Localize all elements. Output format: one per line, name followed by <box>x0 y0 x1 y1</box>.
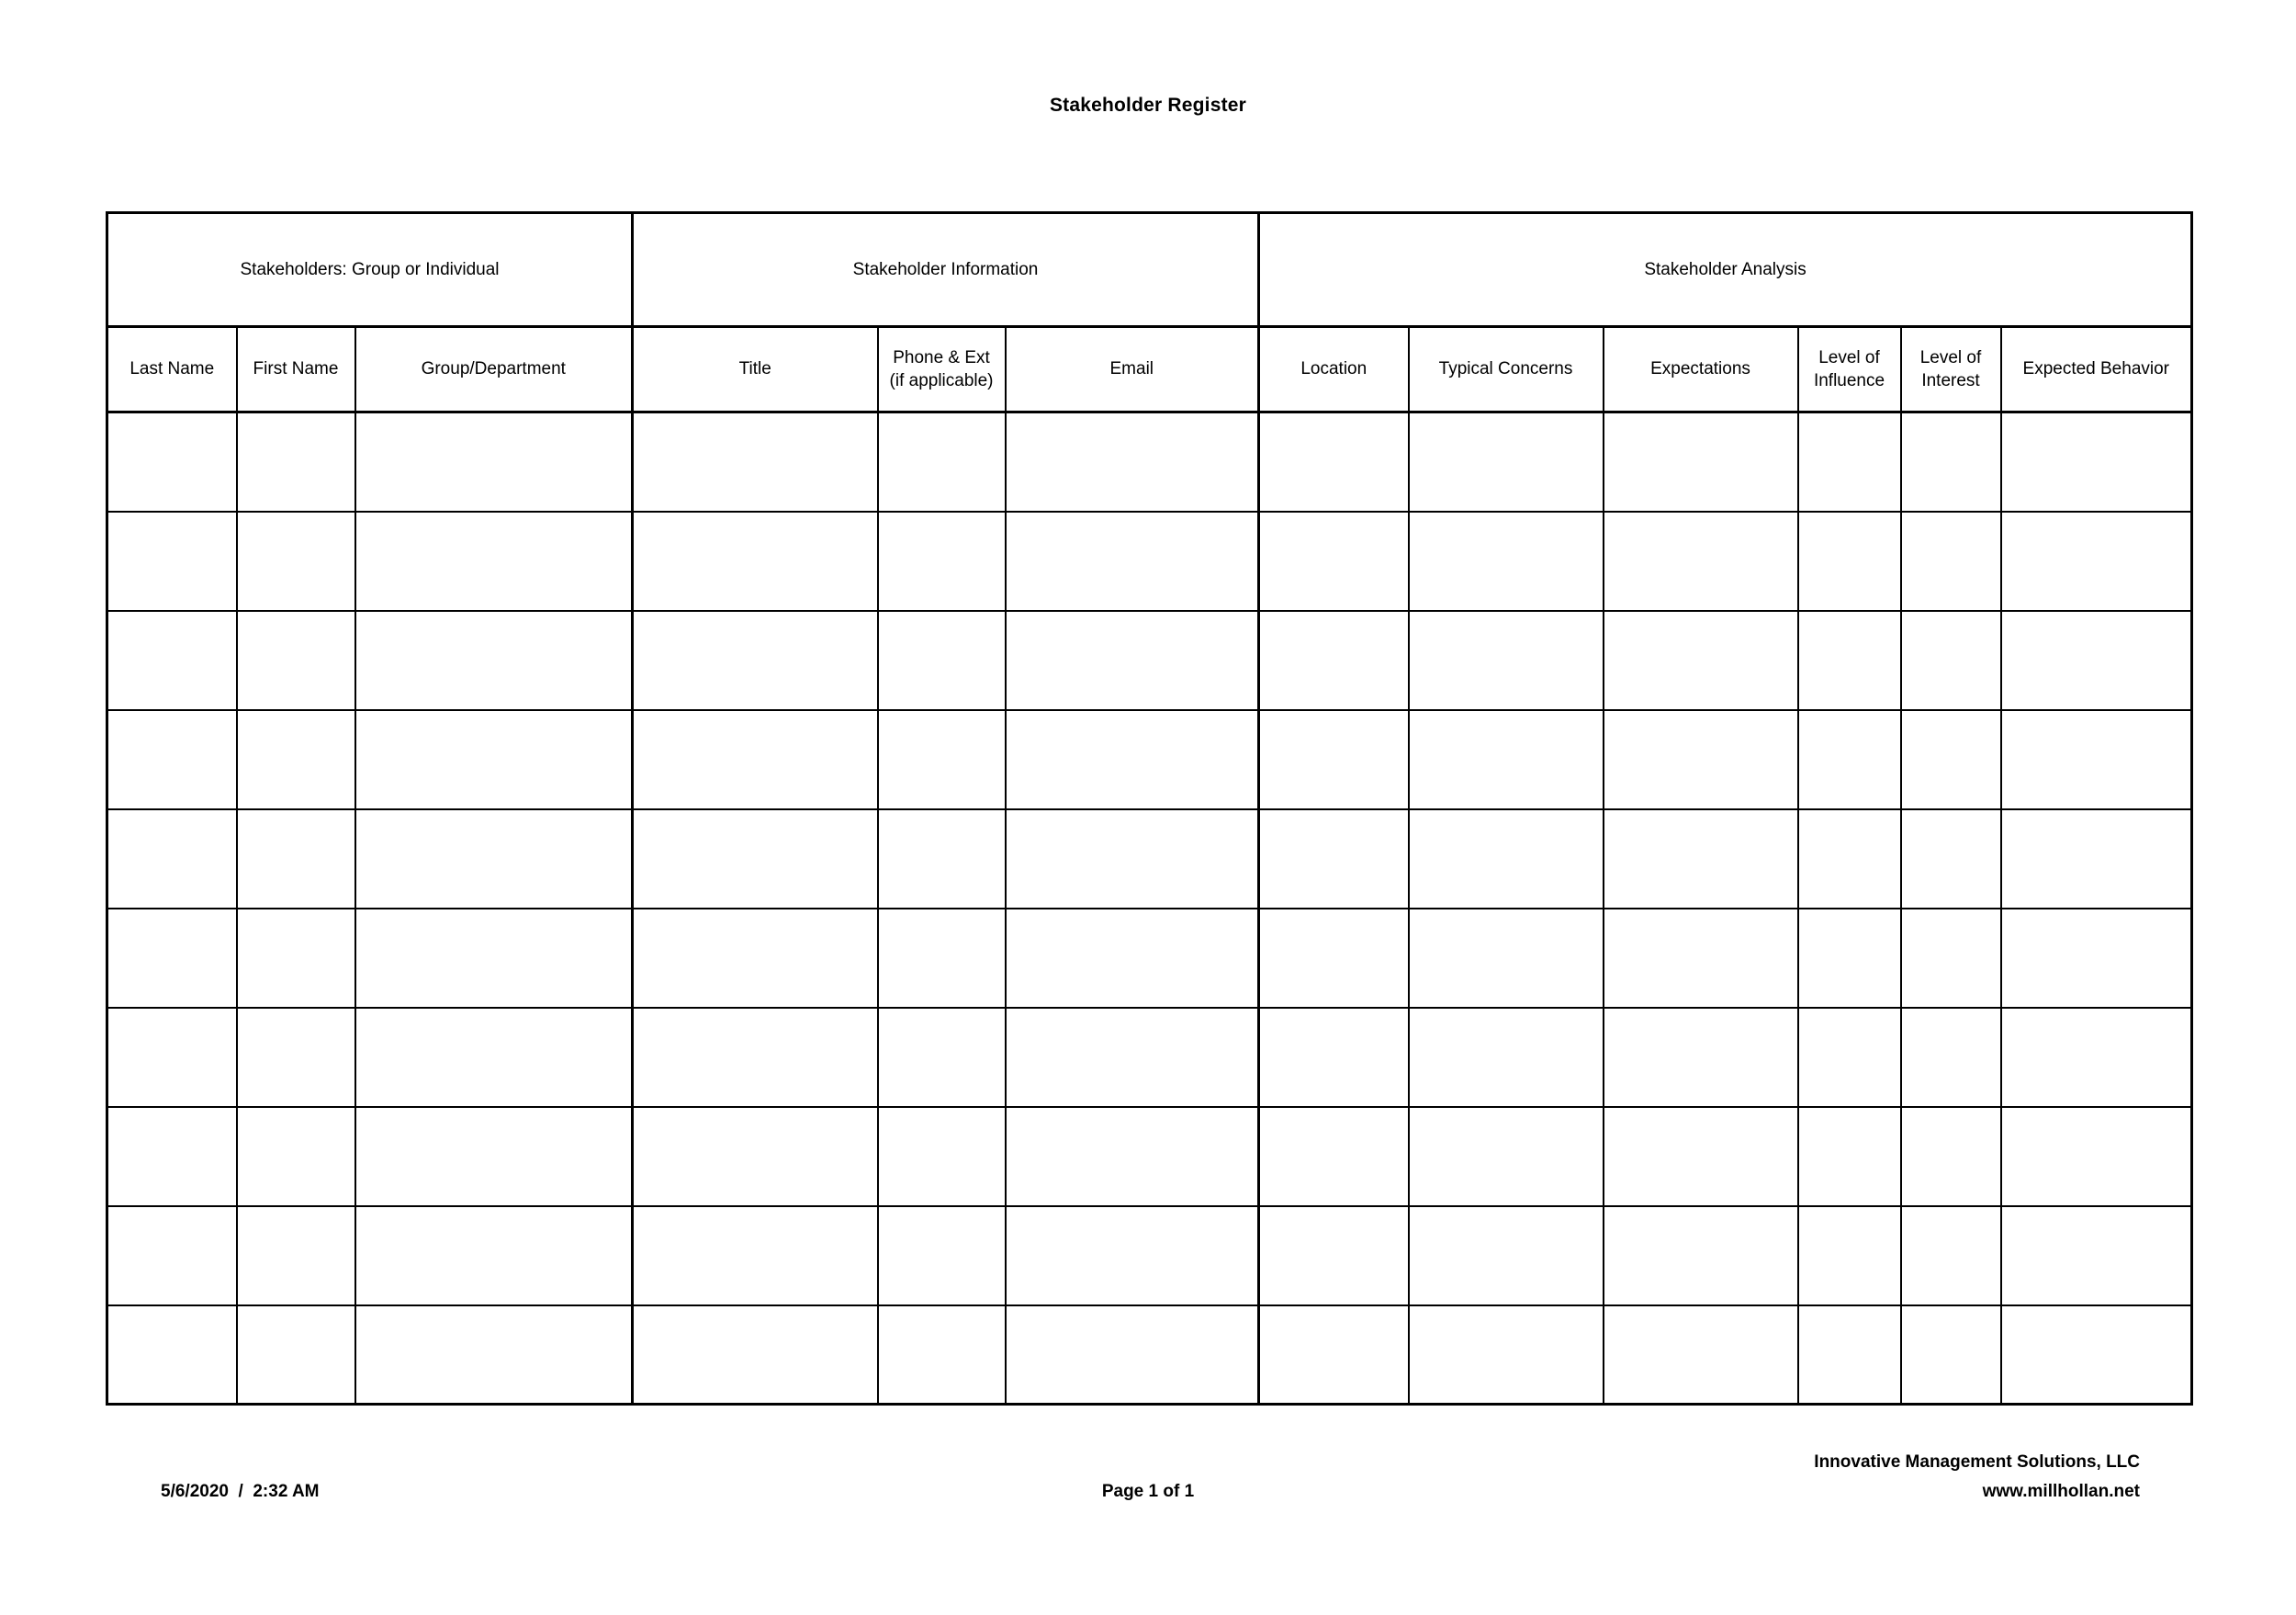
table-cell-empty <box>1006 809 1259 909</box>
table-cell-empty <box>355 512 633 611</box>
table-cell-empty <box>355 412 633 512</box>
table-cell-empty <box>633 1206 878 1305</box>
table-cell-empty <box>1259 611 1409 710</box>
table-cell-empty <box>2001 1305 2192 1405</box>
column-header-typical-concerns: Typical Concerns <box>1409 327 1604 412</box>
group-header-information: Stakeholder Information <box>633 213 1259 327</box>
table-cell-empty <box>107 1008 237 1107</box>
table-row <box>107 512 2192 611</box>
table-row <box>107 710 2192 809</box>
table-row <box>107 412 2192 512</box>
table-cell-empty <box>2001 1206 2192 1305</box>
table-cell-empty <box>633 1107 878 1206</box>
column-header-location: Location <box>1259 327 1409 412</box>
table-cell-empty <box>633 611 878 710</box>
table-cell-empty <box>1409 710 1604 809</box>
table-cell-empty <box>107 1206 237 1305</box>
table-row <box>107 611 2192 710</box>
table-cell-empty <box>237 412 355 512</box>
page-title: Stakeholder Register <box>1049 95 1247 116</box>
column-header-last-name: Last Name <box>107 327 237 412</box>
table-cell-empty <box>1901 1107 2001 1206</box>
column-header-expected-behavior: Expected Behavior <box>2001 327 2192 412</box>
table-cell-empty <box>1901 412 2001 512</box>
group-header-analysis: Stakeholder Analysis <box>1259 213 2192 327</box>
table-cell-empty <box>355 1107 633 1206</box>
table-cell-empty <box>1006 710 1259 809</box>
table-cell-empty <box>1006 1206 1259 1305</box>
column-header-first-name: First Name <box>237 327 355 412</box>
table-cell-empty <box>1604 1008 1798 1107</box>
table-cell-empty <box>1259 1305 1409 1405</box>
table-row <box>107 1305 2192 1405</box>
table-cell-empty <box>355 1008 633 1107</box>
table-cell-empty <box>878 710 1006 809</box>
table-cell-empty <box>1798 611 1901 710</box>
table-cell-empty <box>633 809 878 909</box>
table-cell-empty <box>1798 512 1901 611</box>
table-cell-empty <box>237 1305 355 1405</box>
column-header-group-department: Group/Department <box>355 327 633 412</box>
table-cell-empty <box>107 1305 237 1405</box>
table-cell-empty <box>237 809 355 909</box>
table-cell-empty <box>1798 1206 1901 1305</box>
table-cell-empty <box>237 1008 355 1107</box>
table-cell-empty <box>2001 909 2192 1008</box>
table-cell-empty <box>1259 512 1409 611</box>
table-cell-empty <box>1259 909 1409 1008</box>
table-cell-empty <box>878 412 1006 512</box>
table-cell-empty <box>878 611 1006 710</box>
table-cell-empty <box>1409 909 1604 1008</box>
table-cell-empty <box>1901 1008 2001 1107</box>
table-cell-empty <box>1901 909 2001 1008</box>
group-header-stakeholders: Stakeholders: Group or Individual <box>107 213 633 327</box>
table-cell-empty <box>237 1107 355 1206</box>
table-cell-empty <box>1604 1305 1798 1405</box>
table-cell-empty <box>2001 809 2192 909</box>
table-cell-empty <box>1409 1107 1604 1206</box>
table-cell-empty <box>1006 611 1259 710</box>
table-cell-empty <box>633 1305 878 1405</box>
column-header-phone: Phone & Ext (if applicable) <box>878 327 1006 412</box>
table-cell-empty <box>107 710 237 809</box>
table-cell-empty <box>107 512 237 611</box>
table-cell-empty <box>1259 1206 1409 1305</box>
table-cell-empty <box>1006 909 1259 1008</box>
table-cell-empty <box>1604 1107 1798 1206</box>
footer-website: www.millhollan.net <box>1982 1482 2140 1501</box>
table-cell-empty <box>2001 512 2192 611</box>
table-cell-empty <box>1798 710 1901 809</box>
table-cell-empty <box>1901 512 2001 611</box>
table-cell-empty <box>355 1305 633 1405</box>
table-cell-empty <box>1798 1305 1901 1405</box>
table-cell-empty <box>1259 710 1409 809</box>
table-cell-empty <box>107 1107 237 1206</box>
table-cell-empty <box>107 412 237 512</box>
table-cell-empty <box>1604 809 1798 909</box>
footer-datetime: 5/6/2020 / 2:32 AM <box>161 1482 320 1501</box>
stakeholder-register-table <box>106 211 2193 1406</box>
table-cell-empty <box>1409 809 1604 909</box>
table-cell-empty <box>2001 1008 2192 1107</box>
column-header-level-of-influence: Level of Influence <box>1798 327 1901 412</box>
table-cell-empty <box>633 512 878 611</box>
table-row <box>107 809 2192 909</box>
footer-company-name: Innovative Management Solutions, LLC <box>1814 1452 2140 1472</box>
table-cell-empty <box>1798 909 1901 1008</box>
table-cell-empty <box>878 1107 1006 1206</box>
table-cell-empty <box>355 710 633 809</box>
table-cell-empty <box>237 611 355 710</box>
table-cell-empty <box>1006 1305 1259 1405</box>
table-cell-empty <box>2001 412 2192 512</box>
table-cell-empty <box>633 710 878 809</box>
table-row <box>107 1008 2192 1107</box>
table-cell-empty <box>1604 909 1798 1008</box>
column-header-title: Title <box>633 327 878 412</box>
table-cell-empty <box>1604 1206 1798 1305</box>
table-cell-empty <box>878 1206 1006 1305</box>
table-row <box>107 1107 2192 1206</box>
table-cell-empty <box>1798 412 1901 512</box>
table-body <box>107 412 2192 1405</box>
table-cell-empty <box>1259 412 1409 512</box>
table-cell-empty <box>1798 1107 1901 1206</box>
table-cell-empty <box>1409 1305 1604 1405</box>
table-cell-empty <box>1409 1206 1604 1305</box>
table-row <box>107 909 2192 1008</box>
table-cell-empty <box>107 909 237 1008</box>
table-cell-empty <box>878 909 1006 1008</box>
group-header-row <box>107 213 2192 327</box>
table-cell-empty <box>633 909 878 1008</box>
table-cell-empty <box>107 611 237 710</box>
table-cell-empty <box>633 412 878 512</box>
table-cell-empty <box>2001 710 2192 809</box>
table-cell-empty <box>878 1008 1006 1107</box>
table-cell-empty <box>237 1206 355 1305</box>
table-cell-empty <box>1604 512 1798 611</box>
table-row <box>107 1206 2192 1305</box>
table-cell-empty <box>1901 1206 2001 1305</box>
table-cell-empty <box>355 611 633 710</box>
table-cell-empty <box>1901 809 2001 909</box>
table-cell-empty <box>107 809 237 909</box>
table-cell-empty <box>878 512 1006 611</box>
table-cell-empty <box>237 512 355 611</box>
table-cell-empty <box>2001 1107 2192 1206</box>
table-cell-empty <box>2001 611 2192 710</box>
table-cell-empty <box>1409 1008 1604 1107</box>
table-cell-empty <box>1409 611 1604 710</box>
table-cell-empty <box>237 909 355 1008</box>
table-cell-empty <box>1604 611 1798 710</box>
table-cell-empty <box>878 809 1006 909</box>
table-cell-empty <box>633 1008 878 1107</box>
table-cell-empty <box>237 710 355 809</box>
table-cell-empty <box>355 1206 633 1305</box>
table-cell-empty <box>1604 412 1798 512</box>
table-cell-empty <box>1006 412 1259 512</box>
table-cell-empty <box>1798 1008 1901 1107</box>
table-cell-empty <box>878 1305 1006 1405</box>
table-cell-empty <box>355 909 633 1008</box>
table-cell-empty <box>1006 512 1259 611</box>
table-cell-empty <box>1798 809 1901 909</box>
table-cell-empty <box>1901 611 2001 710</box>
table-cell-empty <box>1006 1107 1259 1206</box>
table-cell-empty <box>1604 710 1798 809</box>
column-header-email: Email <box>1006 327 1259 412</box>
table-cell-empty <box>1901 710 2001 809</box>
table-cell-empty <box>355 809 633 909</box>
column-header-expectations: Expectations <box>1604 327 1798 412</box>
table-cell-empty <box>1409 512 1604 611</box>
table-cell-empty <box>1259 1008 1409 1107</box>
column-header-row <box>107 327 2192 412</box>
table-cell-empty <box>1901 1305 2001 1405</box>
table-cell-empty <box>1409 412 1604 512</box>
table-cell-empty <box>1259 809 1409 909</box>
table-cell-empty <box>1259 1107 1409 1206</box>
table-cell-empty <box>1006 1008 1259 1107</box>
column-header-level-of-interest: Level of Interest <box>1901 327 2001 412</box>
footer-page-number: Page 1 of 1 <box>1101 1482 1195 1501</box>
